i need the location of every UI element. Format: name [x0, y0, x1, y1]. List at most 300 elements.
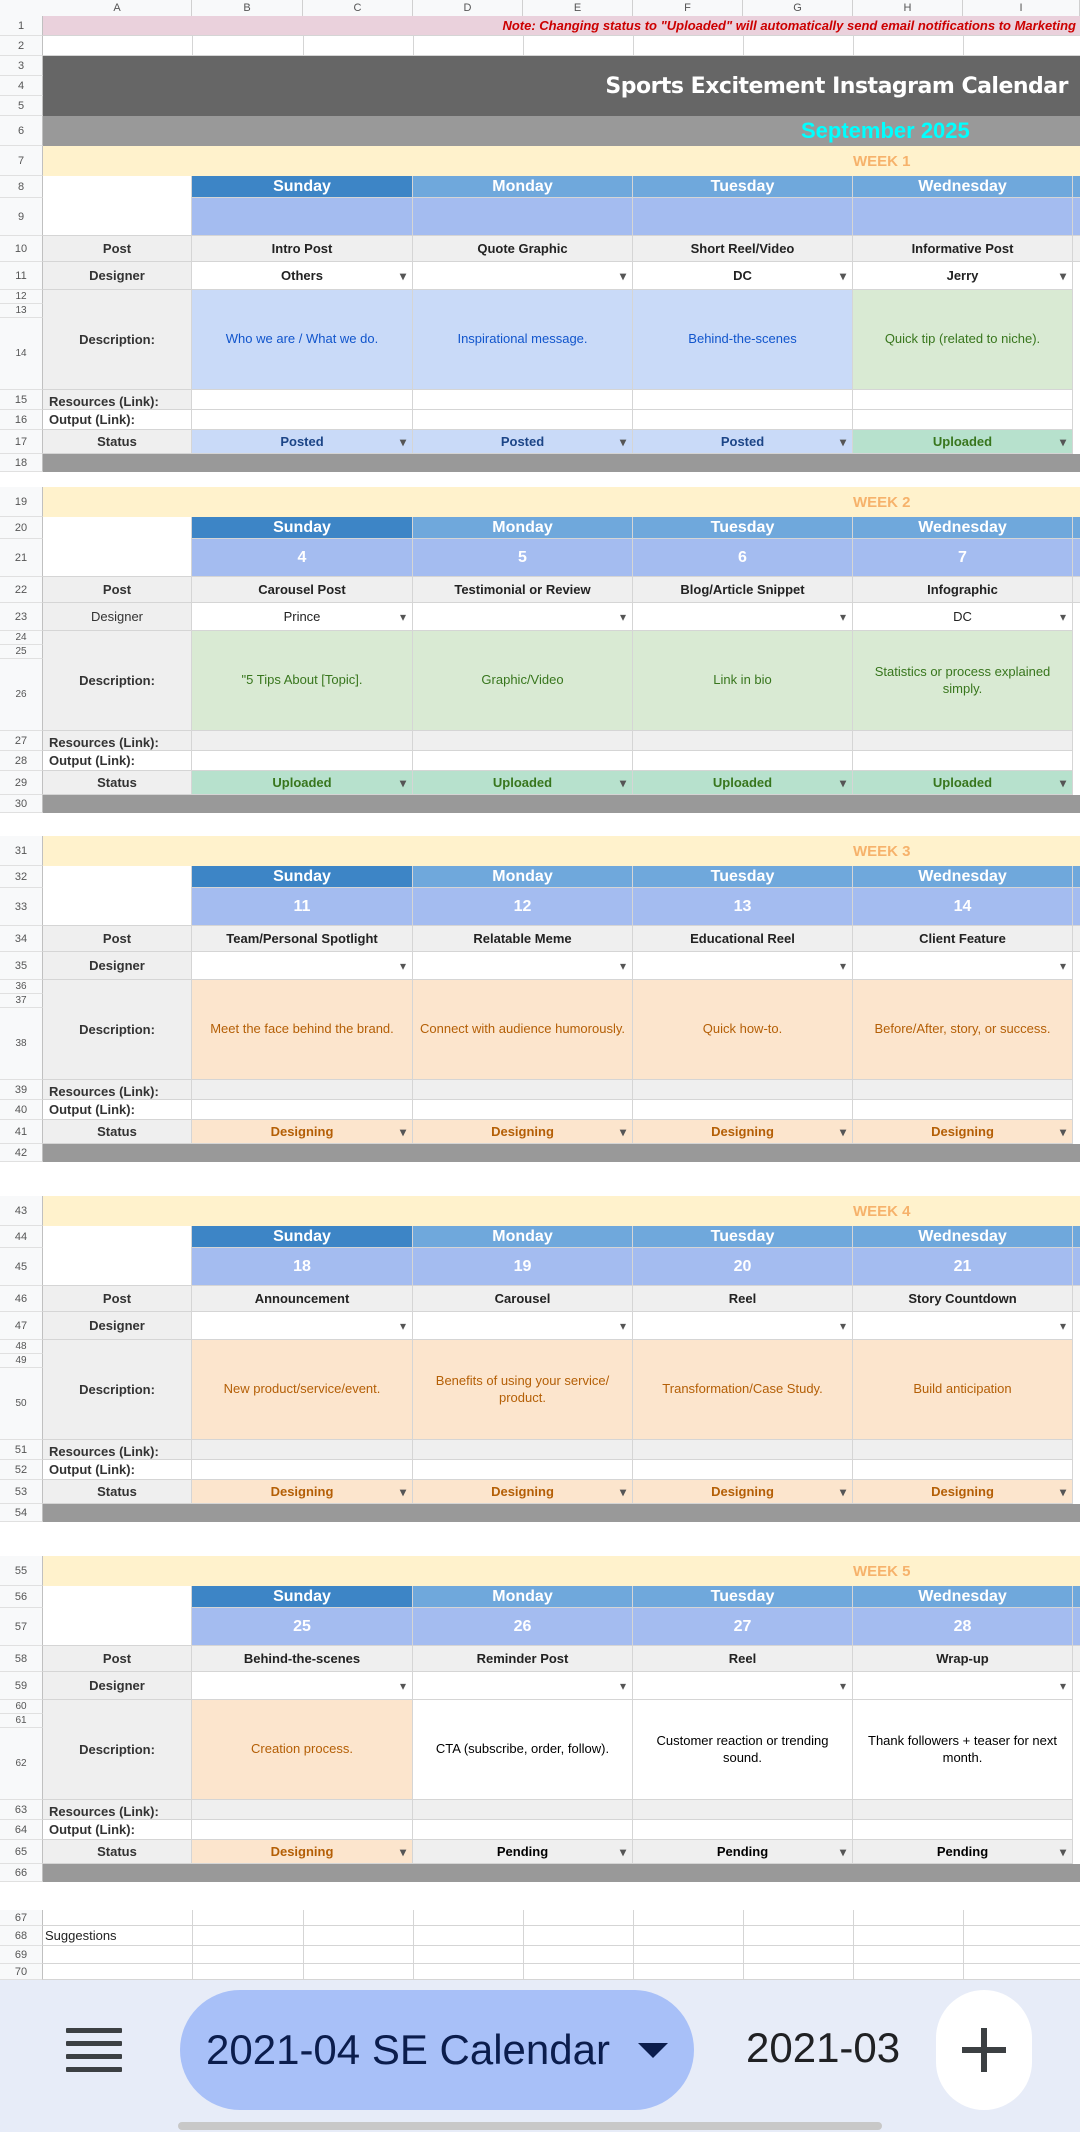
row-header[interactable]: 15	[0, 390, 43, 410]
row-header[interactable]: 46	[0, 1286, 43, 1312]
suggestions-label: Suggestions	[45, 1928, 117, 1943]
gridline	[633, 36, 634, 55]
date-cell[interactable]: 6	[633, 539, 853, 577]
row-header[interactable]: 47	[0, 1312, 43, 1340]
column-header[interactable]: H	[853, 0, 963, 16]
designer-dropdown[interactable]	[192, 952, 413, 980]
column-header[interactable]: I	[963, 0, 1080, 16]
designer-dropdown[interactable]	[853, 952, 1073, 980]
overflow-cell	[1073, 926, 1080, 952]
designer-dropdown[interactable]: DC ▾	[853, 603, 1073, 631]
output-label: Output (Link):	[43, 1820, 192, 1840]
description-cell[interactable]: Creation process.	[192, 1700, 413, 1800]
row-header[interactable]: 32	[0, 866, 43, 888]
output-link-cell[interactable]	[853, 410, 1073, 430]
row-header[interactable]: 70	[0, 1964, 43, 1980]
row-header[interactable]: 8	[0, 176, 43, 198]
date-cell[interactable]: 12	[413, 888, 633, 926]
output-link-cell[interactable]	[413, 1820, 633, 1840]
post-label: Post	[43, 236, 192, 262]
column-header[interactable]: B	[192, 0, 303, 16]
column-header[interactable]: G	[743, 0, 853, 16]
output-label: Output (Link):	[43, 1460, 192, 1480]
description-cell[interactable]: Behind-the-scenes	[633, 290, 853, 390]
row-header[interactable]: 22	[0, 577, 43, 603]
description-cell[interactable]: Thank followers + teaser for next month.	[853, 1700, 1073, 1800]
status-dropdown[interactable]: Uploaded ▾	[413, 771, 633, 795]
resources-link-cell[interactable]	[192, 390, 413, 410]
date-cell[interactable]: 25	[192, 1608, 413, 1646]
row-header[interactable]: 65	[0, 1840, 43, 1864]
row-header[interactable]: 41	[0, 1120, 43, 1144]
description-cell[interactable]: Who we are / What we do.	[192, 290, 413, 390]
designer-dropdown[interactable]	[853, 1312, 1073, 1340]
date-cell[interactable]: 5	[413, 539, 633, 577]
gridline	[303, 36, 304, 55]
row-header[interactable]: 55	[0, 1556, 43, 1586]
gridline	[413, 1926, 414, 1945]
note-banner[interactable]: Note: Changing status to "Uploaded" will automatically send email notifications to Marketing	[43, 16, 1080, 36]
description-cell[interactable]: Link in bio	[633, 631, 853, 731]
row-header[interactable]: 14	[0, 318, 43, 390]
designer-dropdown[interactable]	[413, 603, 633, 631]
resources-link-cell[interactable]	[853, 731, 1073, 751]
post-title-cell[interactable]: Wrap-up	[853, 1646, 1073, 1672]
row-header[interactable]: 59	[0, 1672, 43, 1700]
gridline	[303, 1910, 304, 1925]
row-header[interactable]: 48	[0, 1340, 43, 1354]
row-header[interactable]: 27	[0, 731, 43, 751]
resources-link-cell[interactable]	[413, 1440, 633, 1460]
overflow-cell	[1073, 577, 1080, 603]
post-title-cell[interactable]: Quote Graphic	[413, 236, 633, 262]
empty-row[interactable]	[43, 1926, 1080, 1946]
status-dropdown[interactable]: Designing ▾	[413, 1120, 633, 1144]
resources-link-cell[interactable]	[192, 1440, 413, 1460]
row-header[interactable]: 68	[0, 1926, 43, 1946]
gridline	[413, 1910, 414, 1925]
post-title-cell[interactable]: Blog/Article Snippet	[633, 577, 853, 603]
post-title-cell[interactable]: Intro Post	[192, 236, 413, 262]
row-header[interactable]: 25	[0, 645, 43, 659]
resources-label: Resources (Link):	[43, 390, 192, 410]
empty-row[interactable]	[43, 1910, 1080, 1926]
status-dropdown[interactable]: Posted ▾	[413, 430, 633, 454]
designer-dropdown[interactable]: Prince ▾	[192, 603, 413, 631]
description-cell[interactable]: Inspirational message.	[413, 290, 633, 390]
gridline	[192, 1910, 193, 1925]
description-cell[interactable]: Connect with audience humorously.	[413, 980, 633, 1080]
row-header[interactable]: 67	[0, 1910, 43, 1926]
output-link-cell[interactable]	[633, 1820, 853, 1840]
week-label: WEEK 2	[853, 494, 911, 511]
row-header[interactable]: 31	[0, 836, 43, 866]
row-header[interactable]: 7	[0, 146, 43, 176]
designer-dropdown[interactable]	[192, 1312, 413, 1340]
post-title-cell[interactable]: Carousel Post	[192, 577, 413, 603]
description-cell[interactable]: CTA (subscribe, order, follow).	[413, 1700, 633, 1800]
row-header[interactable]: 57	[0, 1608, 43, 1646]
horizontal-scrollbar[interactable]	[178, 2122, 882, 2130]
date-cell[interactable]: 27	[633, 1608, 853, 1646]
resources-link-cell[interactable]	[853, 1080, 1073, 1100]
row-header[interactable]: 62	[0, 1728, 43, 1800]
row-header[interactable]: 35	[0, 952, 43, 980]
tab-active-sheet[interactable]	[180, 1990, 694, 2110]
menu-icon[interactable]	[66, 2028, 122, 2072]
resources-link-cell[interactable]	[413, 1800, 633, 1820]
day-header-sunday: Sunday	[192, 1226, 413, 1248]
post-title-cell[interactable]: Carousel	[413, 1286, 633, 1312]
post-label: Post	[43, 1286, 192, 1312]
designer-label: Designer	[43, 262, 192, 290]
row-header[interactable]: 17	[0, 430, 43, 454]
designer-dropdown[interactable]	[633, 952, 853, 980]
resources-link-cell[interactable]	[413, 390, 633, 410]
row-header[interactable]: 44	[0, 1226, 43, 1248]
day-header-wednesday: Wednesday	[853, 866, 1073, 888]
gridline	[633, 1926, 634, 1945]
status-dropdown[interactable]: Designing ▾	[413, 1480, 633, 1504]
resources-link-cell[interactable]	[413, 1080, 633, 1100]
row-header[interactable]: 19	[0, 487, 43, 517]
week-label-row[interactable]	[43, 836, 1080, 866]
description-cell[interactable]: Transformation/Case Study.	[633, 1340, 853, 1440]
description-label: Description:	[43, 1700, 192, 1800]
output-link-cell[interactable]	[192, 1100, 413, 1120]
week-label: WEEK 3	[853, 843, 911, 860]
designer-dropdown[interactable]	[413, 952, 633, 980]
row-header[interactable]: 40	[0, 1100, 43, 1120]
blank-cell[interactable]	[43, 1226, 192, 1286]
blank-cell[interactable]	[43, 1586, 192, 1646]
week-label: WEEK 1	[853, 153, 911, 170]
empty-row[interactable]	[43, 1964, 1080, 1980]
post-title-cell[interactable]: Story Countdown	[853, 1286, 1073, 1312]
date-cell[interactable]: 20	[633, 1248, 853, 1286]
row-header[interactable]: 61	[0, 1714, 43, 1728]
title-banner[interactable]	[43, 56, 1080, 116]
designer-dropdown[interactable]	[413, 262, 633, 290]
status-dropdown[interactable]: Designing ▾	[633, 1480, 853, 1504]
resources-label: Resources (Link):	[43, 1080, 192, 1100]
row-header[interactable]: 51	[0, 1440, 43, 1460]
gridline	[523, 36, 524, 55]
date-cell[interactable]: 26	[413, 1608, 633, 1646]
designer-dropdown[interactable]	[633, 603, 853, 631]
date-cell[interactable]	[853, 198, 1073, 236]
post-title-cell[interactable]: Announcement	[192, 1286, 413, 1312]
resources-link-cell[interactable]	[413, 731, 633, 751]
post-title-cell[interactable]: Reel	[633, 1646, 853, 1672]
tab-sheet-2021-03[interactable]: 2021-03	[746, 2024, 901, 2071]
resources-link-cell[interactable]	[633, 390, 853, 410]
post-title-cell[interactable]: Informative Post	[853, 236, 1073, 262]
date-cell[interactable]	[633, 198, 853, 236]
week-separator	[43, 1504, 1080, 1522]
designer-label: Designer	[43, 1312, 192, 1340]
status-dropdown[interactable]: Designing ▾	[853, 1120, 1073, 1144]
row-header[interactable]: 12	[0, 290, 43, 304]
output-link-cell[interactable]	[633, 410, 853, 430]
row-header[interactable]: 33	[0, 888, 43, 926]
row-header[interactable]: 52	[0, 1460, 43, 1480]
post-title-cell[interactable]: Behind-the-scenes	[192, 1646, 413, 1672]
output-link-cell[interactable]	[853, 1460, 1073, 1480]
row-header[interactable]: 63	[0, 1800, 43, 1820]
status-dropdown[interactable]: Designing ▾	[192, 1120, 413, 1144]
row-header[interactable]: 20	[0, 517, 43, 539]
designer-dropdown[interactable]	[633, 1312, 853, 1340]
day-header-monday: Monday	[413, 517, 633, 539]
date-cell[interactable]: 21	[853, 1248, 1073, 1286]
row-header[interactable]: 6	[0, 116, 43, 146]
row-header[interactable]: 2	[0, 36, 43, 56]
row-header[interactable]: 30	[0, 795, 43, 813]
gridline	[413, 1964, 414, 1979]
day-header-monday: Monday	[413, 866, 633, 888]
status-dropdown[interactable]: Pending ▾	[853, 1840, 1073, 1864]
designer-dropdown[interactable]	[413, 1672, 633, 1700]
blank-cell[interactable]	[43, 866, 192, 926]
row-header[interactable]: 9	[0, 198, 43, 236]
overflow-cell	[1073, 236, 1080, 262]
status-dropdown[interactable]: Uploaded ▾	[192, 771, 413, 795]
column-header[interactable]: E	[523, 0, 633, 16]
output-link-cell[interactable]	[633, 751, 853, 771]
row-header[interactable]: 60	[0, 1700, 43, 1714]
date-cell[interactable]: 28	[853, 1608, 1073, 1646]
resources-link-cell[interactable]	[853, 1440, 1073, 1460]
row-header[interactable]: 69	[0, 1946, 43, 1964]
row-header[interactable]: 37	[0, 994, 43, 1008]
column-header[interactable]: D	[413, 0, 523, 16]
date-cell[interactable]: 11	[192, 888, 413, 926]
status-dropdown[interactable]: Pending ▾	[413, 1840, 633, 1864]
row-header[interactable]: 54	[0, 1504, 43, 1522]
gridline	[853, 1926, 854, 1945]
row-header[interactable]: 39	[0, 1080, 43, 1100]
date-cell[interactable]: 18	[192, 1248, 413, 1286]
resources-link-cell[interactable]	[633, 1080, 853, 1100]
status-dropdown[interactable]: Uploaded ▾	[633, 771, 853, 795]
row-header[interactable]: 28	[0, 751, 43, 771]
output-link-cell[interactable]	[192, 410, 413, 430]
row-header[interactable]: 43	[0, 1196, 43, 1226]
row-header[interactable]: 53	[0, 1480, 43, 1504]
description-label: Description:	[43, 631, 192, 731]
description-cell[interactable]: Meet the face behind the brand.	[192, 980, 413, 1080]
output-link-cell[interactable]	[633, 1460, 853, 1480]
row-header[interactable]: 21	[0, 539, 43, 577]
day-header-sunday: Sunday	[192, 866, 413, 888]
plus-icon[interactable]	[936, 1990, 1032, 2110]
empty-row[interactable]	[43, 36, 1080, 56]
date-cell[interactable]: 19	[413, 1248, 633, 1286]
resources-link-cell[interactable]	[633, 1440, 853, 1460]
output-link-cell[interactable]	[413, 1100, 633, 1120]
description-cell[interactable]: Customer reaction or trending sound.	[633, 1700, 853, 1800]
chevron-down-icon[interactable]	[638, 2043, 668, 2058]
output-link-cell[interactable]	[413, 1460, 633, 1480]
date-cell[interactable]: 14	[853, 888, 1073, 926]
resources-link-cell[interactable]	[853, 1800, 1073, 1820]
column-header[interactable]: F	[633, 0, 743, 16]
resources-link-cell[interactable]	[192, 731, 413, 751]
designer-dropdown[interactable]: DC ▾	[633, 262, 853, 290]
overflow-cell	[1073, 517, 1080, 539]
month-banner[interactable]	[43, 116, 1080, 146]
row-header[interactable]: 66	[0, 1864, 43, 1882]
post-title-cell[interactable]: Reminder Post	[413, 1646, 633, 1672]
row-header[interactable]: 58	[0, 1646, 43, 1672]
row-header[interactable]: 42	[0, 1144, 43, 1162]
row-header[interactable]: 24	[0, 631, 43, 645]
gridline	[413, 1946, 414, 1963]
day-header-sunday: Sunday	[192, 1586, 413, 1608]
status-dropdown[interactable]: Posted ▾	[192, 430, 413, 454]
status-dropdown[interactable]: Uploaded ▾	[853, 771, 1073, 795]
description-cell[interactable]: Graphic/Video	[413, 631, 633, 731]
post-title-cell[interactable]: Relatable Meme	[413, 926, 633, 952]
designer-dropdown[interactable]	[192, 1672, 413, 1700]
designer-dropdown[interactable]: Jerry ▾	[853, 262, 1073, 290]
tab-label: 2021-04 SE Calendar	[206, 2026, 610, 2073]
row-header[interactable]: 11	[0, 262, 43, 290]
blank-cell[interactable]	[43, 176, 192, 236]
gridline	[963, 36, 964, 55]
row-header[interactable]: 34	[0, 926, 43, 952]
post-title-cell[interactable]: Short Reel/Video	[633, 236, 853, 262]
output-link-cell[interactable]	[413, 751, 633, 771]
status-dropdown[interactable]: Designing ▾	[853, 1480, 1073, 1504]
day-header-tuesday: Tuesday	[633, 1226, 853, 1248]
description-cell[interactable]: Quick how-to.	[633, 980, 853, 1080]
week-label-row[interactable]	[43, 487, 1080, 517]
post-title-cell[interactable]: Team/Personal Spotlight	[192, 926, 413, 952]
resources-link-cell[interactable]	[633, 1800, 853, 1820]
designer-dropdown[interactable]: Others ▾	[192, 262, 413, 290]
resources-link-cell[interactable]	[192, 1800, 413, 1820]
day-header-tuesday: Tuesday	[633, 517, 853, 539]
row-header[interactable]: 38	[0, 1008, 43, 1080]
post-title-cell[interactable]: Infographic	[853, 577, 1073, 603]
date-cell[interactable]: 4	[192, 539, 413, 577]
description-cell[interactable]: Statistics or process explained simply.	[853, 631, 1073, 731]
designer-dropdown[interactable]	[413, 1312, 633, 1340]
description-cell[interactable]: Before/After, story, or success.	[853, 980, 1073, 1080]
output-link-cell[interactable]	[413, 410, 633, 430]
status-dropdown[interactable]: Designing ▾	[633, 1120, 853, 1144]
post-title-cell[interactable]: Client Feature	[853, 926, 1073, 952]
row-header[interactable]: 10	[0, 236, 43, 262]
post-label: Post	[43, 926, 192, 952]
status-dropdown[interactable]: Designing ▾	[192, 1840, 413, 1864]
week-label-row[interactable]	[43, 1556, 1080, 1586]
description-cell[interactable]: "5 Tips About [Topic].	[192, 631, 413, 731]
row-header[interactable]: 5	[0, 96, 43, 116]
month-label: September 2025	[801, 118, 970, 143]
date-cell[interactable]	[413, 198, 633, 236]
date-cell[interactable]	[192, 198, 413, 236]
output-link-cell[interactable]	[633, 1100, 853, 1120]
row-header[interactable]: 45	[0, 1248, 43, 1286]
date-cell[interactable]: 13	[633, 888, 853, 926]
row-header[interactable]: 18	[0, 454, 43, 472]
output-link-cell[interactable]	[192, 1820, 413, 1840]
resources-label: Resources (Link):	[43, 1440, 192, 1460]
gridline	[303, 1946, 304, 1963]
description-cell[interactable]: Quick tip (related to niche).	[853, 290, 1073, 390]
week-label-row[interactable]	[43, 146, 1080, 176]
description-label: Description:	[43, 980, 192, 1080]
post-title-cell[interactable]: Reel	[633, 1286, 853, 1312]
post-title-cell[interactable]: Educational Reel	[633, 926, 853, 952]
column-header[interactable]: C	[303, 0, 413, 16]
resources-link-cell[interactable]	[633, 731, 853, 751]
row-header[interactable]: 23	[0, 603, 43, 631]
description-cell[interactable]: Benefits of using your service/ product.	[413, 1340, 633, 1440]
output-link-cell[interactable]	[192, 751, 413, 771]
gridline	[192, 1964, 193, 1979]
row-header[interactable]: 16	[0, 410, 43, 430]
designer-label: Designer	[43, 603, 192, 631]
row-header[interactable]: 4	[0, 76, 43, 96]
status-dropdown[interactable]: Posted ▾	[633, 430, 853, 454]
status-label: Status	[43, 771, 192, 795]
post-title-cell[interactable]: Testimonial or Review	[413, 577, 633, 603]
row-header[interactable]: 13	[0, 304, 43, 318]
output-link-cell[interactable]	[192, 1460, 413, 1480]
post-label: Post	[43, 577, 192, 603]
date-cell[interactable]: 7	[853, 539, 1073, 577]
row-header[interactable]: 56	[0, 1586, 43, 1608]
status-dropdown[interactable]: Pending ▾	[633, 1840, 853, 1864]
day-header-wednesday: Wednesday	[853, 176, 1073, 198]
description-cell[interactable]: Build anticipation	[853, 1340, 1073, 1440]
resources-link-cell[interactable]	[853, 390, 1073, 410]
description-cell[interactable]: New product/service/event.	[192, 1340, 413, 1440]
gridline	[853, 1946, 854, 1963]
row-header[interactable]: 29	[0, 771, 43, 795]
row-header[interactable]: 49	[0, 1354, 43, 1368]
output-link-cell[interactable]	[853, 1100, 1073, 1120]
gridline	[523, 1910, 524, 1925]
designer-dropdown[interactable]	[633, 1672, 853, 1700]
status-dropdown[interactable]: Uploaded ▾	[853, 430, 1073, 454]
designer-dropdown[interactable]	[853, 1672, 1073, 1700]
row-header[interactable]: 3	[0, 56, 43, 76]
output-link-cell[interactable]	[853, 751, 1073, 771]
day-header-monday: Monday	[413, 1586, 633, 1608]
resources-link-cell[interactable]	[192, 1080, 413, 1100]
week-label-row[interactable]	[43, 1196, 1080, 1226]
column-header[interactable]: A	[43, 0, 192, 16]
designer-label: Designer	[43, 1672, 192, 1700]
status-dropdown[interactable]: Designing ▾	[192, 1480, 413, 1504]
status-label: Status	[43, 430, 192, 454]
blank-cell[interactable]	[43, 517, 192, 577]
row-header[interactable]: 1	[0, 16, 43, 36]
overflow-cell	[1073, 1608, 1080, 1646]
row-header[interactable]: 50	[0, 1368, 43, 1440]
output-link-cell[interactable]	[853, 1820, 1073, 1840]
empty-row[interactable]	[43, 1946, 1080, 1964]
row-header[interactable]: 26	[0, 659, 43, 731]
row-header[interactable]: 36	[0, 980, 43, 994]
row-header[interactable]: 64	[0, 1820, 43, 1840]
overflow-cell	[1073, 176, 1080, 198]
